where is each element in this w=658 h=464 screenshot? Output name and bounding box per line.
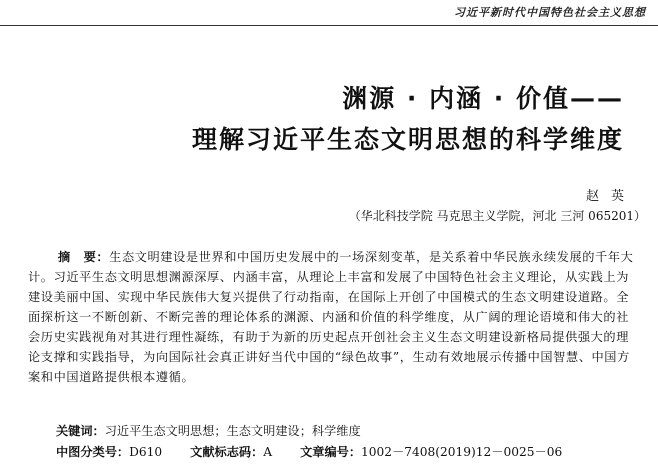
abstract-text: 生态文明建设是世界和中国历史发展中的一场深刻变革，是关系着中华民族永续发展的千年大计。习近平生态文明思想渊源深厚、内涵丰富，从理论上丰富和发展了中国特色社会主义理论，从实践上为建设美丽中国、实现中华民族伟大复兴提供了行动指南，在国际上开创了中国模式的生态文明建设道路。全面探析这一不断创新、不断完善的理论体系的渊源、内涵和价值的科学维度，从广阔的理论语境和伟大的社会历史实践视角对其进行理性凝练，有助于为新的历史起点开创社会主义生态文明建设新格局提供强大的理论支撑和实践指导，为向国际社会真正讲好当代中国的“绿色故事”，生动有效地展示传播中国智慧、中国方案和中国道路提供根本遵循。	[28, 250, 634, 384]
document-code-label: 文献标志码：	[190, 445, 264, 459]
abstract	[28, 247, 640, 387]
classification-label: 中图分类号：	[56, 445, 130, 459]
article-title-line-2: 理解习近平生态文明思想的科学维度	[191, 125, 624, 154]
keywords-label: 关键词：	[56, 424, 105, 438]
author-name: 赵英	[585, 189, 636, 204]
article-title-line-1: 渊源 · 内涵 · 价值——	[342, 84, 624, 113]
keywords	[56, 422, 361, 439]
keywords-text: 习近平生态文明思想；生态文明建设；科学维度	[104, 424, 361, 438]
abstract-label: 摘 要：	[58, 250, 110, 264]
article-number-label: 文章编号：	[300, 445, 362, 459]
article-number-value: 1002－7408(2019)12－0025－06	[361, 445, 563, 459]
article-metadata	[56, 443, 562, 460]
classification-value: D610	[129, 445, 163, 459]
running-head: 习近平新时代中国特色社会主义思想	[454, 6, 646, 19]
author-affiliation: （华北科技学院 马克思主义学院，河北 三河 065201）	[348, 209, 646, 223]
header-rule	[0, 25, 658, 26]
document-code-value: A	[263, 445, 273, 459]
